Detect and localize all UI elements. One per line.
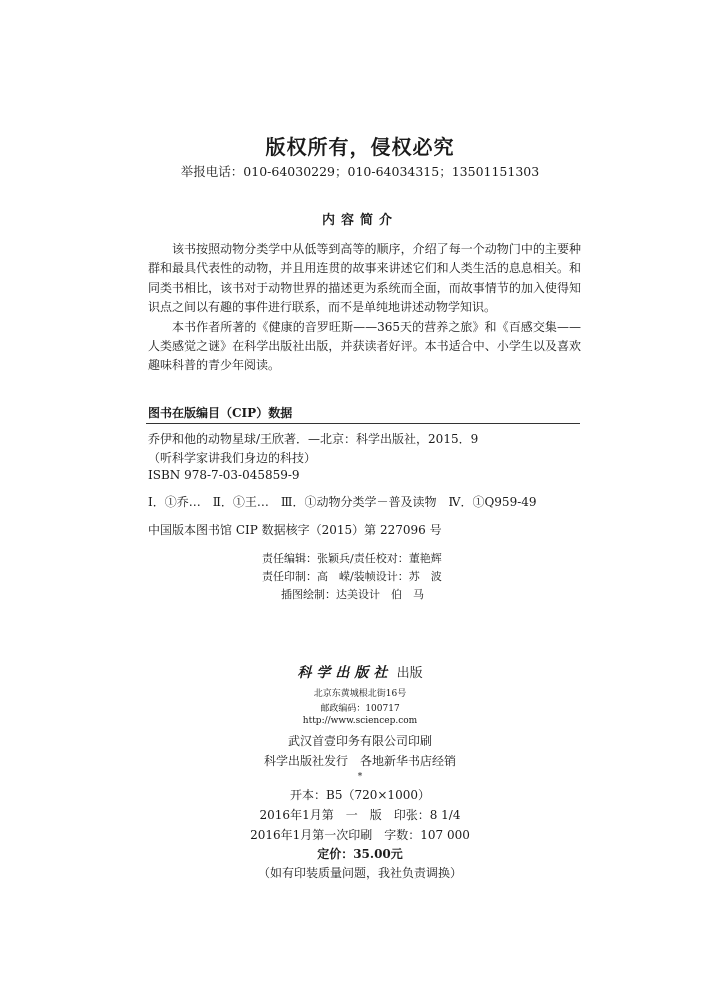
edition-info: 2016年1月第 一 版 印张：8 1/4 (259, 808, 461, 822)
publisher-line (0, 662, 720, 682)
cip-classification: Ⅰ．①乔… Ⅱ．①王… Ⅲ．①动物分类学－普及读物 Ⅳ．①Q959-49 (148, 495, 537, 509)
separator-star: * (357, 772, 363, 782)
summary-paragraph-2: 本书作者所著的《健康的音罗旺斯——365天的营养之旅》和《百感交集——人类感觉之谜》在科学出版社出版，并获读者好评。本书适合中、小学生以及喜欢趣味科普的青少年阅读。 (148, 319, 581, 373)
publisher-address: 北京东黄城根北街16号 (313, 689, 407, 699)
distribution: 科学出版社发行 各地新华书店经销 (263, 754, 456, 768)
cip-title: 图书在版编目（CIP）数据 (148, 406, 293, 420)
cip-number: 中国版本图书馆 CIP 数据核字（2015）第 227096 号 (148, 523, 442, 537)
quality-notice: （如有印装质量问题，我社负责调换） (257, 866, 462, 880)
publisher-suffix: 出版 (396, 666, 423, 681)
publisher-postcode: 邮政编码：100717 (320, 704, 400, 714)
copyright-title: 版权所有，侵权必究 (265, 135, 455, 159)
report-phone: 举报电话：010-64030229；010-64034315；13501151303 (180, 164, 540, 179)
book-format: 开本：B5（720×1000） (290, 788, 430, 802)
credits-block (262, 550, 442, 603)
credit-line: 插图绘制：达美设计 伯 马 (270, 587, 424, 601)
summary-heading: 内容简介 (321, 213, 398, 228)
publisher-website: http://www.sciencep.com (302, 716, 418, 726)
credit-line: 责任编辑：张颖兵/责任校对：董艳辉 (262, 552, 442, 565)
printing-info: 2016年1月第一次印刷 字数：107 000 (250, 828, 470, 842)
printer: 武汉首壹印务有限公司印刷 (287, 734, 432, 748)
summary-text (148, 240, 581, 376)
cip-series: （听科学家讲我们身边的科技） (148, 451, 317, 465)
cip-bibliographic: 乔伊和他的动物星球/王欣著．—北京：科学出版社，2015．9 (148, 432, 479, 446)
publisher-name: 科学出版社 (297, 665, 393, 681)
price: 定价：35.00元 (317, 847, 403, 861)
cip-isbn: ISBN 978-7-03-045859-9 (148, 468, 300, 482)
credit-line: 责任印制：高 嵘/装帧设计：苏 波 (262, 569, 442, 583)
summary-paragraph-1: 该书按照动物分类学中从低等到高等的顺序，介绍了每一个动物门中的主要种群和最具代表性的动物，并且用连贯的故事来讲述它们和人类生活的息息相关。和同类书相比，该书对于动物世界的描述更为系统而全面，而故事情节的加入使得知识点之间以有趣的事件进行联系，而不是单纯地讲述动物学知识。 (148, 242, 581, 315)
cip-divider (146, 423, 580, 424)
